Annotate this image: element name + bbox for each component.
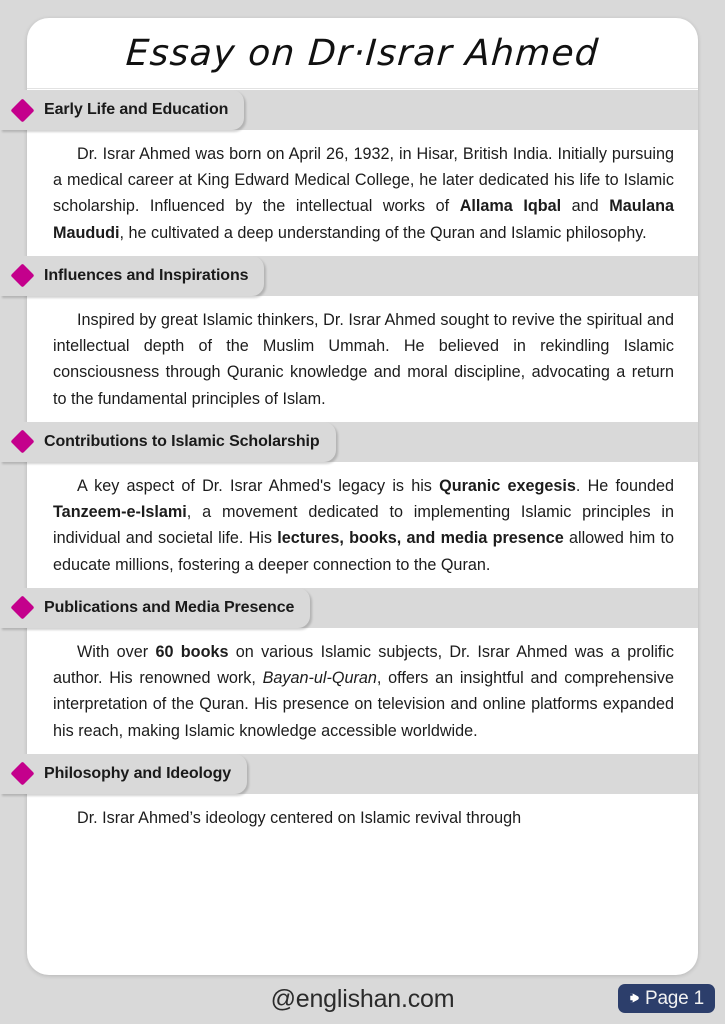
section-heading: Philosophy and Ideology bbox=[44, 764, 232, 782]
title-band bbox=[27, 18, 698, 89]
page-title: Essay on Dr·Israr Ahmed bbox=[124, 32, 601, 74]
page-number-label: Page 1 bbox=[644, 987, 704, 1009]
section-tab bbox=[0, 422, 336, 462]
section-paragraph: Dr. Israr Ahmed was born on April 26, 1932, in Hisar, British India. Initially pursuing a medical career at King Edward Medical College, he later dedicated his life to Islamic scholarship. Influenced by the intellectual works of Allama Iqbal and Maulana Maududi, he cultivated a deep understanding of the Quran and Islamic philosophy. bbox=[53, 145, 674, 242]
diamond-bullet-icon bbox=[10, 264, 34, 288]
page-footer bbox=[0, 975, 725, 1024]
section-paragraph: Dr. Israr Ahmed’s ideology centered on Islamic revival through bbox=[77, 808, 522, 827]
section-tab bbox=[0, 754, 247, 794]
left-arrow-ribbon-icon bbox=[627, 991, 642, 1006]
document-content bbox=[27, 90, 698, 841]
section-heading: Influences and Inspirations bbox=[44, 266, 249, 284]
document-page-card bbox=[27, 18, 698, 975]
section-heading: Publications and Media Presence bbox=[44, 598, 295, 616]
section-paragraph: A key aspect of Dr. Israr Ahmed's legacy is his Quranic exegesis. He founded Tanzeem-e-Islami, a movement dedicated to implementing Islamic principles in individual and societal life. His lectures, books, and media presence allowed him to educate millions, fostering a deeper connection to the Quran. bbox=[53, 476, 674, 574]
section-header-early-life bbox=[0, 90, 698, 130]
section-tab bbox=[0, 256, 264, 296]
diamond-bullet-icon bbox=[10, 762, 34, 786]
section-paragraph: Inspired by great Islamic thinkers, Dr. Israr Ahmed sought to revive the spiritual and intellectual depth of the Muslim Ummah. He believed in rekindling Islamic consciousness through Quranic knowledge and moral discipline, advocating a return to the fundamental principles of Islam. bbox=[53, 310, 674, 408]
site-name: @englishan.com bbox=[270, 985, 455, 1013]
section-tab bbox=[0, 588, 310, 628]
section-header-influences bbox=[0, 256, 698, 296]
diamond-bullet-icon bbox=[10, 430, 34, 454]
diamond-bullet-icon bbox=[10, 596, 34, 620]
section-header-publications bbox=[0, 588, 698, 628]
section-heading: Contributions to Islamic Scholarship bbox=[44, 432, 320, 450]
section-paragraph: With over 60 books on various Islamic subjects, Dr. Israr Ahmed was a prolific author. His renowned work, Bayan-ul-Quran, offers an insightful and comprehensive interpretation of the Quran. His presence on television and online platforms expanded his reach, making Islamic knowledge accessible worldwide. bbox=[53, 642, 674, 740]
section-heading: Early Life and Education bbox=[44, 101, 229, 118]
page-number-badge bbox=[618, 984, 715, 1013]
section-header-contributions bbox=[0, 422, 698, 462]
section-tab bbox=[0, 90, 244, 130]
diamond-bullet-icon bbox=[10, 98, 34, 122]
section-header-philosophy bbox=[0, 754, 698, 794]
